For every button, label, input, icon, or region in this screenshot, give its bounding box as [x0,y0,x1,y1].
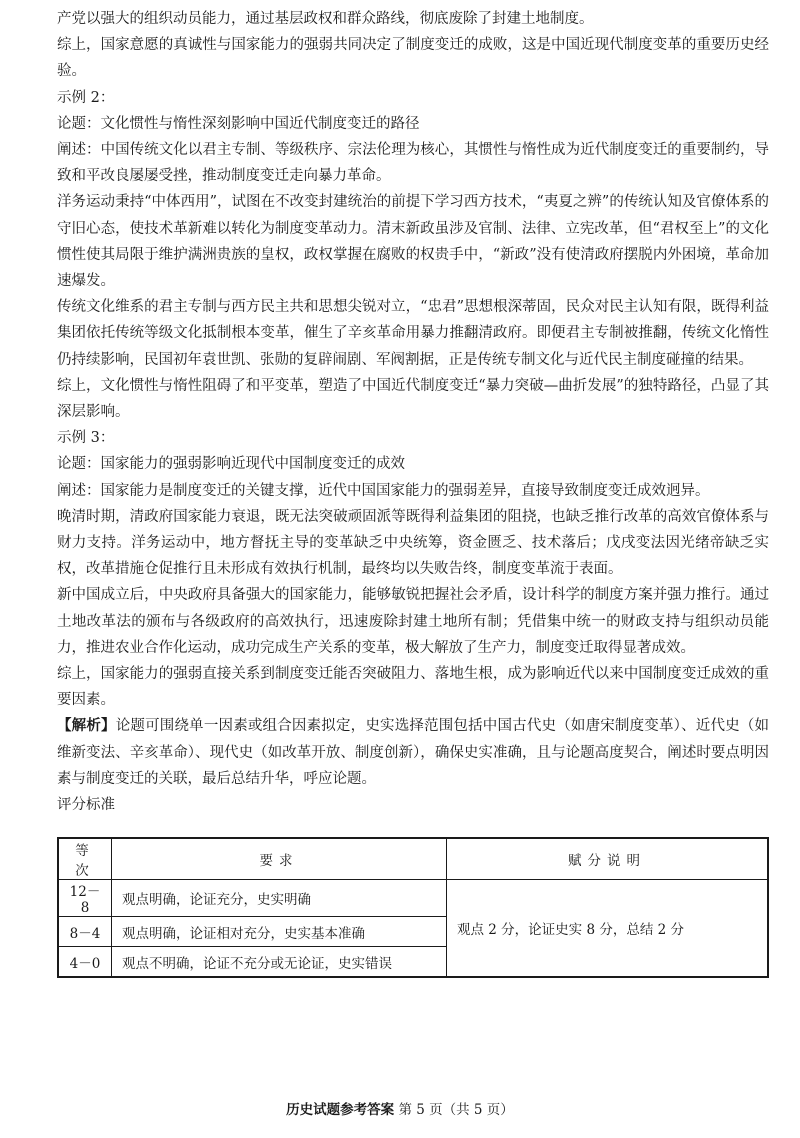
paragraph: 洋务运动秉持“中体西用”，试图在不改变封建统治的前提下学习西方技术，“夷夏之辨”的传统认知及官僚体系的守旧心态，使技术革新难以转化为制度变革动力。清末新政虽涉及官制、法律、立宪改革，但“君权至上”的文化惯性使其局限于维护满洲贵族的皇权，政权掌握在腐败的权贵手中，“新政”没有使清政府摆脱内外困境，革命加速爆发。 [57,194,769,290]
answer-body [57,6,769,818]
points-note-cell: 观点 2 分，论证史实 8 分，总结 2 分 [447,880,769,978]
level-cell: 4－0 [58,947,112,978]
table-row [58,880,768,917]
analysis-label: 【解析】 [57,717,116,735]
footer-title: 历史试题参考答案 [286,1102,395,1118]
analysis-paragraph [57,713,769,792]
paragraph: 阐述：国家能力是制度变迁的关键支撑，近代中国国家能力的强弱差异，直接导致制度变迁成效迥异。 [57,482,710,499]
requirement-cell: 观点不明确，论证不充分或无论证，史实错误 [112,947,447,978]
paragraph: 阐述：中国传统文化以君主专制、等级秩序、宗法伦理为核心，其惯性与惰性成为近代制度变迁的重要制约，导致和平改良屡屡受挫，推动制度变迁走向暴力革命。 [57,142,769,185]
topic-line: 论题：国家能力的强弱影响近现代中国制度变迁的成效 [57,456,405,473]
example-heading: 示例 2： [57,89,115,106]
paragraph: 传统文化维系的君主专制与西方民主共和思想尖锐对立，“忠君”思想根深蒂固，民众对民主认知有限，既得利益集团依托传统等级文化抵制根本变革，催生了辛亥革命用暴力推翻清政府。即便君主专制被推翻，传统文化惰性仍持续影响，民国初年袁世凯、张勋的复辟闹剧、军阀割据，正是传统专制文化与近代民主制度碰撞的结果。 [57,299,769,368]
scoring-table [57,837,769,978]
analysis-text: 论题可围绕单一因素或组合因素拟定，史实选择范围包括中国古代史（如唐宋制度变革）、近代史（如维新变法、辛亥革命）、现代史（如改革开放、制度创新），确保史实准确，且与论题高度契合，阐述时要点明因素与制度变迁的关联，最后总结升华，呼应论题。 [57,718,770,787]
header-requirement: 要求 [112,838,447,880]
paragraph: 晚清时期，清政府国家能力衰退，既无法突破顽固派等既得利益集团的阻挠，也缺乏推行改革的高效官僚体系与财力支持。洋务运动中，地方督抚主导的变革缺乏中央统筹，资金匮乏、技术落后；戊戌变法因光绪帝缺乏实权，改革措施仓促推行且未形成有效执行机制，最终均以失败告终，制度变革流于表面。 [57,508,769,578]
footer-page-number: 第 5 页（共 5 页） [398,1102,514,1118]
requirement-cell: 观点明确，论证相对充分，史实基本准确 [112,917,447,947]
topic-line: 论题：文化惯性与惰性深刻影响中国近代制度变迁的路径 [57,115,420,132]
example-heading: 示例 3： [57,430,115,447]
paragraph: 综上，国家能力的强弱直接关系到制度变迁能否突破阻力、落地生根，成为影响近代以来中国制度变迁成效的重要因素。 [57,666,769,709]
paragraph: 综上，文化惯性与惰性阻碍了和平变革，塑造了中国近代制度变迁“暴力突破—曲折发展”的独特路径，凸显了其深层影响。 [57,377,769,421]
level-cell: 12－8 [58,880,112,917]
scoring-title: 评分标准 [57,797,115,814]
requirement-cell: 观点明确，论证充分，史实明确 [112,880,447,917]
paragraph: 新中国成立后，中央政府具备强大的国家能力，能够敏锐把握社会矛盾，设计科学的制度方案并强力推行。通过土地改革法的颁布与各级政府的高效执行，迅速废除封建土地所有制；凭借集中统一的财政支持与组织动员能力，推进农业合作化运动，成功完成生产关系的变革，极大解放了生产力，制度变迁取得显著成效。 [57,587,769,656]
level-cell: 8－4 [58,917,112,947]
paragraph: 产党以强大的组织动员能力，通过基层政权和群众路线，彻底废除了封建土地制度。 [57,11,594,27]
paragraph: 综上，国家意愿的真诚性与国家能力的强弱共同决定了制度变迁的成败，这是中国近现代制度变革的重要历史经验。 [57,37,769,80]
header-level: 等次 [58,838,112,880]
header-points: 赋分说明 [447,838,769,880]
page-footer [0,1098,800,1118]
table-header-row [58,838,768,880]
